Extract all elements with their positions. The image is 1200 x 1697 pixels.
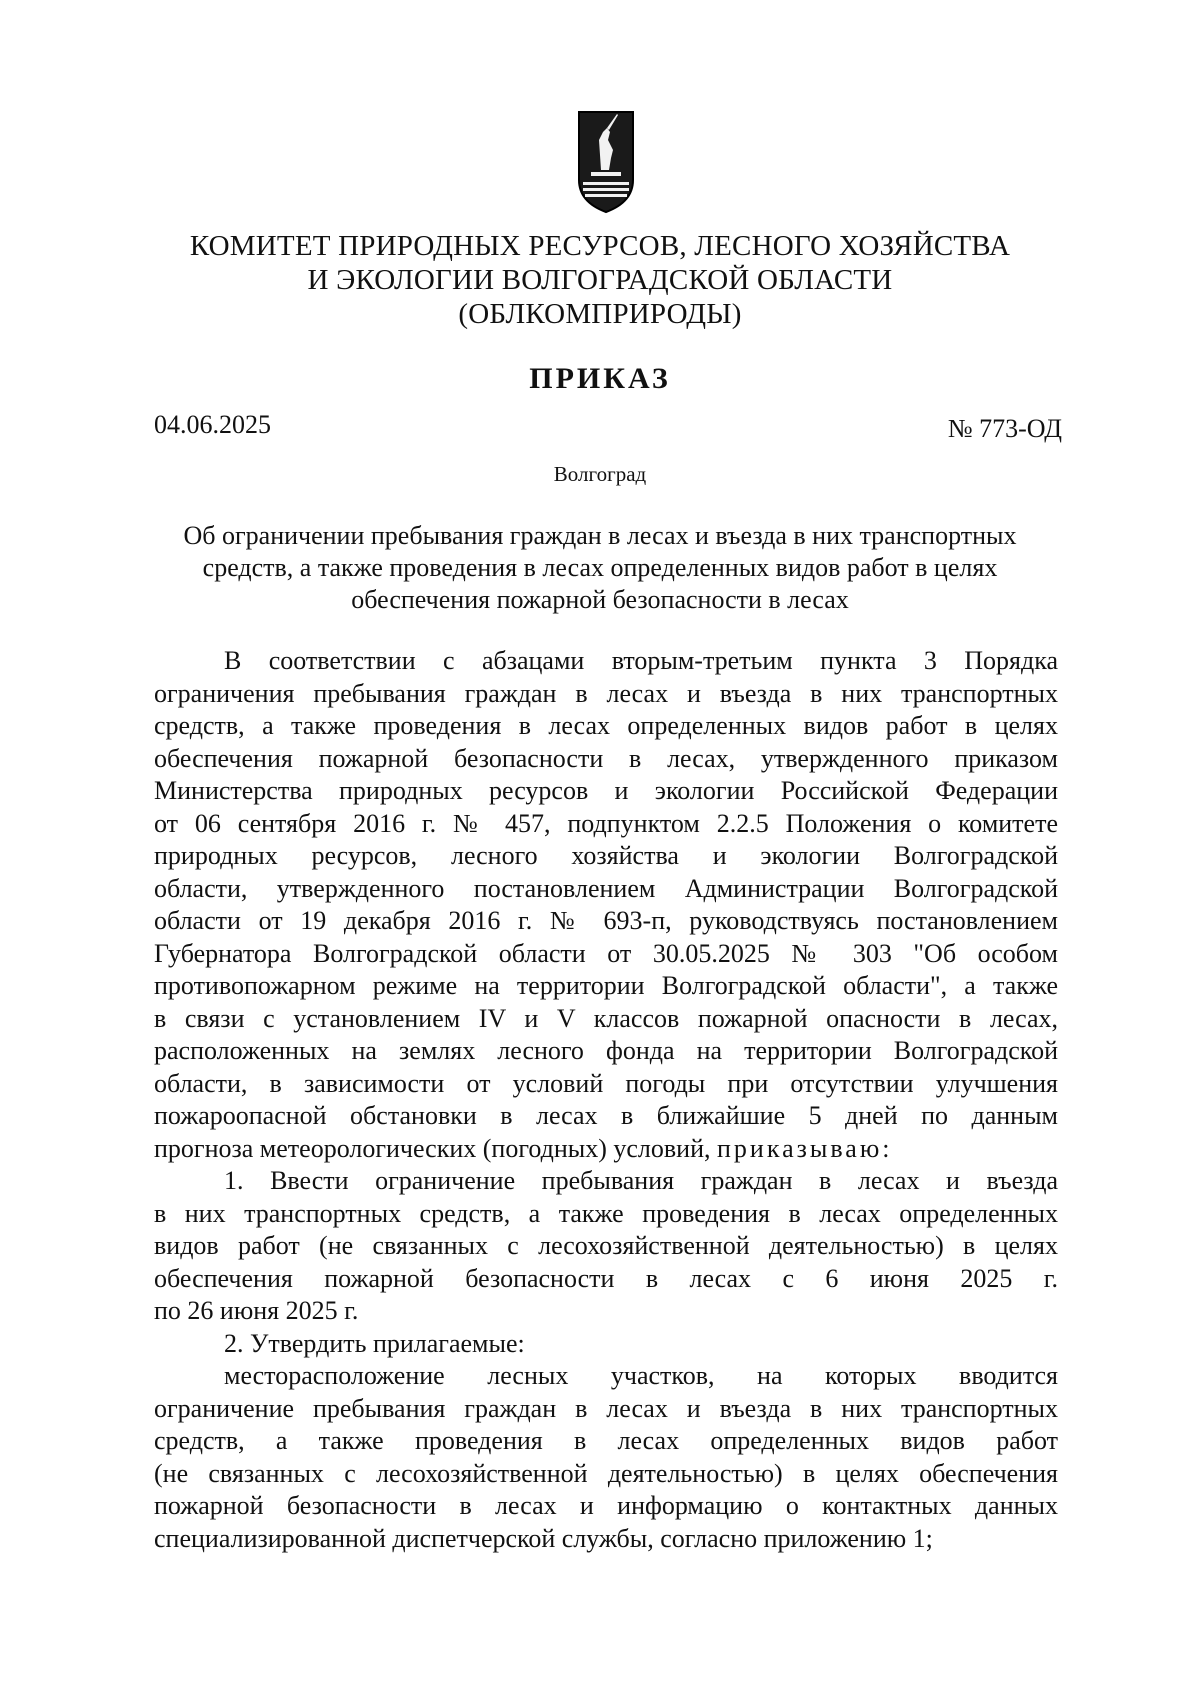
org-title-line-2: И ЭКОЛОГИИ ВОЛГОГРАДСКОЙ ОБЛАСТИ: [307, 264, 893, 296]
paragraph-1-line: В соответствии с абзацами вторым-третьим пункта 3 Порядка: [224, 646, 1058, 675]
paragraph-4-line: (не связанных с лесохозяйственной деятельностью) в целях обеспечения: [154, 1458, 1058, 1488]
paragraph-1-line: средств, а также проведения в лесах определенных видов работ в целях: [154, 711, 1058, 740]
subject-line-2: средств, а также проведения в лесах определенных видов работ в целях: [202, 553, 998, 582]
paragraph-1-line: области, утвержденного постановлением Администрации Волгоградской: [154, 873, 1058, 903]
document-number: № 773-ОД: [947, 414, 1062, 443]
paragraph-4-line: средств, а также проведения в лесах определенных видов работ: [154, 1426, 1058, 1455]
paragraph-2-line: обеспечения пожарной безопасности в лесах с 6 июня 2025 г.: [154, 1263, 1058, 1293]
document-date: 04.06.2025: [154, 410, 271, 439]
org-title-line-3: (ОБЛКОМПРИРОДЫ): [458, 298, 742, 330]
paragraph-1-line: Министерства природных ресурсов и экологии Российской Федерации: [154, 776, 1058, 805]
paragraph-1-line: пожароопасной обстановки в лесах в ближайшие 5 дней по данным: [154, 1101, 1058, 1130]
organization-title: [150, 229, 1050, 331]
paragraph-4-last-line: специализированной диспетчерской службы, согласно приложению 1;: [154, 1523, 933, 1553]
document-subject: [130, 520, 1070, 616]
paragraph-4-line: пожарной безопасности в лесах и информацию о контактных данных: [154, 1491, 1058, 1520]
paragraph-1-line: противопожарном режиме на территории Волгоградской области", а также: [154, 971, 1058, 1000]
paragraph-1-line: в связи с установлением IV и V классов пожарной опасности в лесах,: [154, 1003, 1058, 1033]
paragraph-2-line: в них транспортных средств, а также проведения в лесах определенных: [154, 1198, 1058, 1228]
subject-line-1: Об ограничении пребывания граждан в лесах и въезда в них транспортных: [183, 521, 1017, 550]
paragraph-2-line: 1. Ввести ограничение пребывания граждан в лесах и въезда: [224, 1166, 1058, 1195]
paragraph-1-line: ограничения пребывания граждан в лесах и въезда в них транспортных: [154, 678, 1058, 708]
paragraph-1-line: расположенных на землях лесного фонда на территории Волгоградской: [154, 1036, 1058, 1065]
paragraph-1-line: области, в зависимости от условий погоды при отсутствии улучшения: [154, 1068, 1058, 1098]
document-body: [154, 645, 1058, 1555]
paragraph-1-last-text: прогноза метеорологических (погодных) условий,: [154, 1133, 717, 1163]
org-title-line-1: КОМИТЕТ ПРИРОДНЫХ РЕСУРСОВ, ЛЕСНОГО ХОЗЯЙСТВА: [189, 230, 1011, 262]
document-city: Волгоград: [553, 462, 647, 486]
paragraph-4-line: ограничение пребывания граждан в лесах и въезда в них транспортных: [154, 1393, 1058, 1423]
paragraph-1-line: области от 19 декабря 2016 г. № 693-п, руководствуясь постановлением: [154, 906, 1058, 935]
paragraph-2-last-line: по 26 июня 2025 г.: [154, 1296, 359, 1325]
order-word: приказываю:: [717, 1133, 893, 1163]
paragraph-2-line: видов работ (не связанных с лесохозяйственной деятельностью) в целях: [154, 1231, 1058, 1260]
paragraph-1-line: Губернатора Волгоградской области от 30.05.2025 № 303 "Об особом: [154, 938, 1058, 968]
paragraph-1-last-line: [154, 1133, 1058, 1166]
document-type: ПРИКАЗ: [529, 362, 671, 395]
paragraph-1-line: от 06 сентября 2016 г. № 457, подпунктом 2.2.5 Положения о комитете: [154, 808, 1058, 838]
paragraph-1-line: природных ресурсов, лесного хозяйства и экологии Волгоградской: [154, 841, 1058, 870]
paragraph-1-line: обеспечения пожарной безопасности в лесах, утвержденного приказом: [154, 743, 1058, 773]
paragraph-3-line: 2. Утвердить прилагаемые:: [224, 1328, 525, 1358]
subject-line-3: обеспечения пожарной безопасности в лесах: [351, 585, 849, 614]
paragraph-4-line: месторасположение лесных участков, на которых вводится: [224, 1361, 1058, 1390]
coat-of-arms-icon: [577, 110, 635, 214]
